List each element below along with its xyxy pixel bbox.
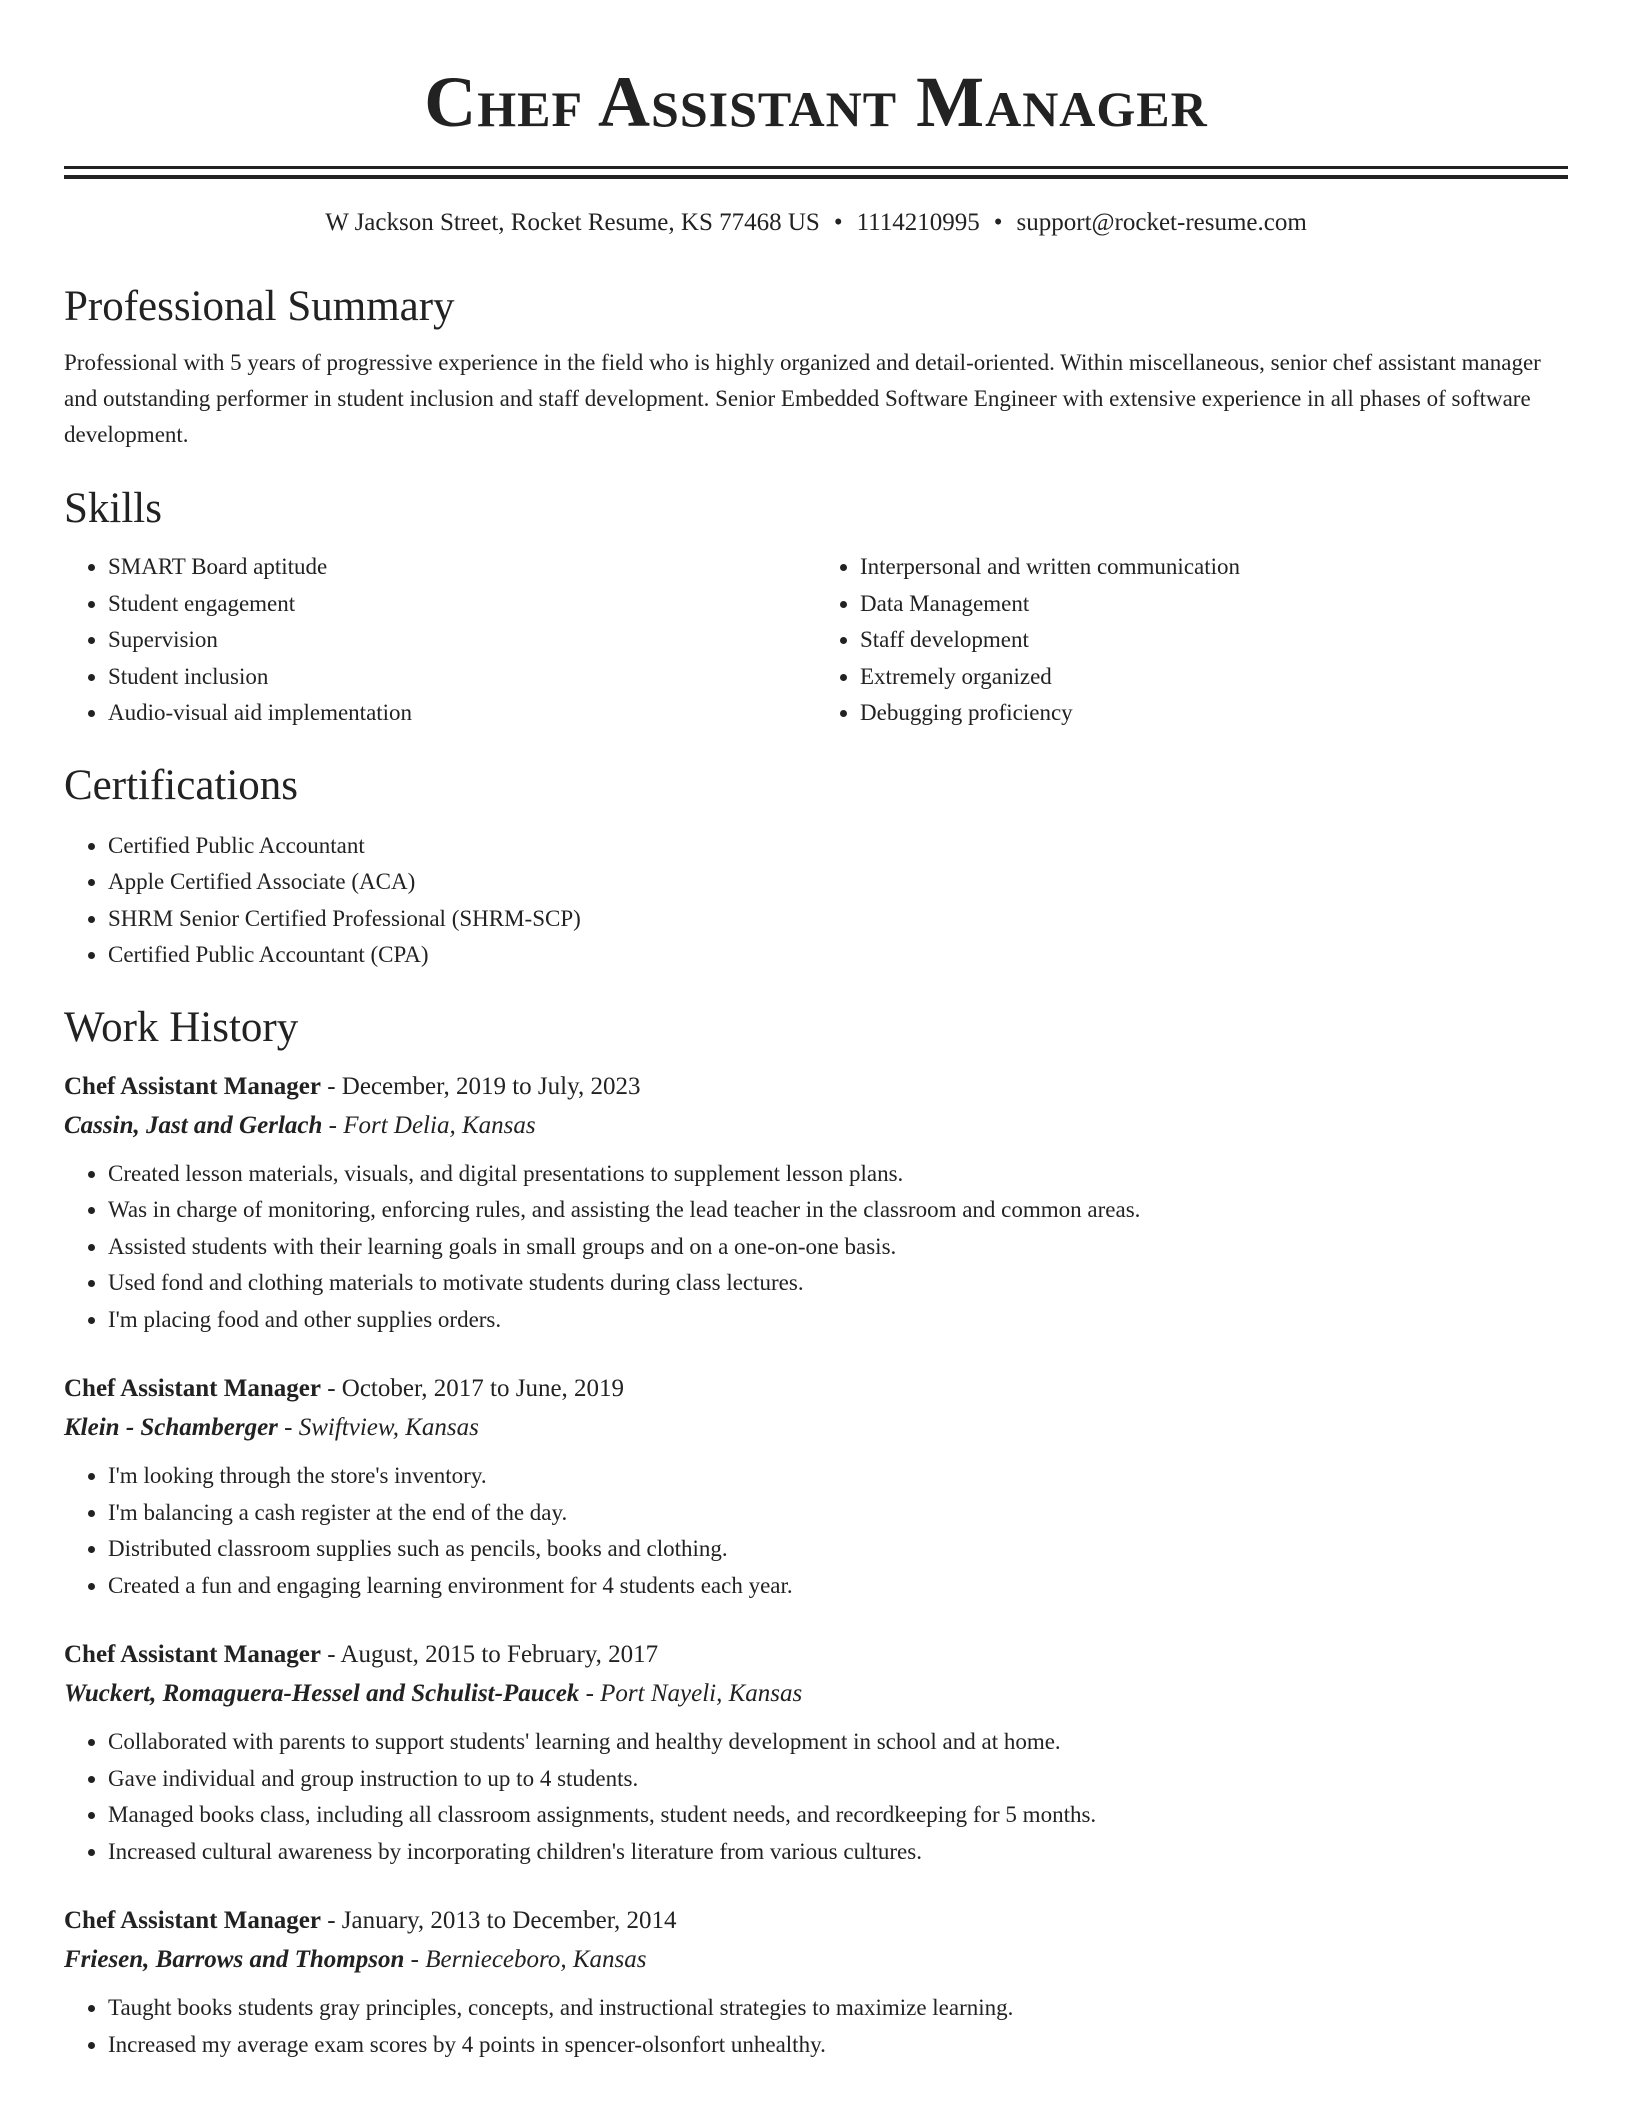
job-title-line bbox=[64, 1068, 1568, 1106]
job-bullet: • Assisted students with their learning goals in small groups and on a one-on-one basis. bbox=[108, 1229, 1568, 1266]
job-bullet: • Collaborated with parents to support students' learning and healthy development in school and at home. bbox=[108, 1724, 1568, 1761]
job-company-line bbox=[64, 1106, 1568, 1146]
section-heading-skills: Skills bbox=[64, 485, 162, 532]
skills-list-left bbox=[64, 549, 816, 732]
section-heading-certifications: Certifications bbox=[64, 761, 299, 809]
skill-item: • Student inclusion bbox=[108, 659, 816, 696]
job-location: - Bernieceboro, Kansas bbox=[404, 1946, 647, 1973]
skill-item: • Extremely organized bbox=[860, 659, 1568, 696]
job-bullet: • I'm placing food and other supplies orders. bbox=[108, 1302, 1568, 1339]
job-bullet: • Gave individual and group instruction to up to 4 students. bbox=[108, 1761, 1568, 1798]
job-title-line bbox=[64, 1370, 1568, 1408]
job-dates: - December, 2019 to July, 2023 bbox=[320, 1072, 641, 1100]
job-company: Friesen, Barrows and Thompson bbox=[64, 1946, 405, 1973]
job-company: Wuckert, Romaguera-Hessel and Schulist-Paucek bbox=[64, 1680, 580, 1707]
skill-item: • Debugging proficiency bbox=[860, 695, 1568, 732]
job-bullet: • I'm balancing a cash register at the end of the day. bbox=[108, 1495, 1568, 1532]
job-bullet: • Created lesson materials, visuals, and digital presentations to supplement lesson plans. bbox=[108, 1156, 1568, 1193]
title-rule-bottom bbox=[64, 175, 1568, 179]
job-company: Cassin, Jast and Gerlach bbox=[64, 1111, 323, 1139]
certification-item: • Certified Public Accountant bbox=[108, 828, 1568, 865]
certification-item: • Certified Public Accountant (CPA) bbox=[108, 937, 1568, 974]
section-heading-summary: Professional Summary bbox=[64, 283, 455, 330]
certification-item: • Apple Certified Associate (ACA) bbox=[108, 864, 1568, 901]
job-bullet: • Used fond and clothing materials to motivate students during class lectures. bbox=[108, 1265, 1568, 1302]
job-bullet: • Distributed classroom supplies such as pencils, books and clothing. bbox=[108, 1531, 1568, 1568]
job-title-line bbox=[64, 1902, 1568, 1940]
contact-phone: 1114210995 bbox=[856, 209, 980, 236]
job-dates: - January, 2013 to December, 2014 bbox=[320, 1907, 677, 1934]
job-title-line bbox=[64, 1636, 1568, 1674]
job-entry bbox=[64, 1636, 1568, 1870]
job-dates: - August, 2015 to February, 2017 bbox=[320, 1641, 659, 1668]
job-bullet: • Managed books class, including all classroom assignments, student needs, and recordkeeping for 5 months. bbox=[108, 1797, 1568, 1834]
contact-separator: • bbox=[993, 209, 1003, 236]
job-bullet: • Taught books students gray principles, concepts, and instructional strategies to maximize learning. bbox=[108, 1990, 1568, 2027]
skill-item: • SMART Board aptitude bbox=[108, 549, 816, 586]
skill-item: • Interpersonal and written communication bbox=[860, 549, 1568, 586]
job-company-line bbox=[64, 1674, 1568, 1714]
job-role: Chef Assistant Manager bbox=[64, 1072, 321, 1100]
job-bullets bbox=[64, 1990, 1568, 2063]
skill-item: • Supervision bbox=[108, 622, 816, 659]
certification-item: • SHRM Senior Certified Professional (SHRM-SCP) bbox=[108, 901, 1568, 938]
job-bullet: • I'm looking through the store's inventory. bbox=[108, 1458, 1568, 1495]
skill-item: • Student engagement bbox=[108, 586, 816, 623]
contact-separator: • bbox=[833, 209, 843, 236]
job-entry bbox=[64, 1902, 1568, 2063]
job-bullet: • Created a fun and engaging learning environment for 4 students each year. bbox=[108, 1568, 1568, 1605]
summary-text: Professional with 5 years of progressive experience in the field who is highly organized and detail-oriented. Within miscellaneous, senior chef assistant manager and outstanding performer in student inclusion and staff development. Senior Embedded Software Engineer with extensive experience in all phases of software development. bbox=[64, 350, 1541, 447]
job-location: - Port Nayeli, Kansas bbox=[579, 1680, 803, 1707]
skills-columns bbox=[64, 549, 1568, 732]
job-role: Chef Assistant Manager bbox=[64, 1907, 321, 1934]
resume-page bbox=[64, 0, 1568, 2063]
job-bullet: • Increased cultural awareness by incorporating children's literature from various cultures. bbox=[108, 1834, 1568, 1871]
job-dates: - October, 2017 to June, 2019 bbox=[320, 1375, 625, 1402]
job-company-line bbox=[64, 1408, 1568, 1448]
job-role: Chef Assistant Manager bbox=[64, 1375, 321, 1402]
job-bullets bbox=[64, 1458, 1568, 1604]
certifications-list bbox=[64, 828, 1568, 974]
skill-item: • Data Management bbox=[860, 586, 1568, 623]
job-entry bbox=[64, 1068, 1568, 1339]
job-location: - Swiftview, Kansas bbox=[277, 1414, 479, 1441]
job-bullets bbox=[64, 1156, 1568, 1339]
job-bullet: • Increased my average exam scores by 4 points in spencer-olsonfort unhealthy. bbox=[108, 2027, 1568, 2064]
job-entry bbox=[64, 1370, 1568, 1604]
contact-line bbox=[64, 207, 1568, 239]
skill-item: • Staff development bbox=[860, 622, 1568, 659]
skills-list-right bbox=[816, 549, 1568, 732]
job-bullets bbox=[64, 1724, 1568, 1870]
title-rule-top bbox=[64, 166, 1568, 169]
skill-item: • Audio-visual aid implementation bbox=[108, 695, 816, 732]
contact-address: W Jackson Street, Rocket Resume, KS 77468 US bbox=[325, 209, 820, 236]
contact-email[interactable]: support@rocket-resume.com bbox=[1016, 209, 1307, 236]
job-bullet: • Was in charge of monitoring, enforcing rules, and assisting the lead teacher in the classroom and common areas. bbox=[108, 1192, 1568, 1229]
job-role: Chef Assistant Manager bbox=[64, 1641, 321, 1668]
section-heading-work-history: Work History bbox=[64, 1003, 299, 1051]
job-company-line bbox=[64, 1940, 1568, 1980]
job-company: Klein - Schamberger bbox=[64, 1414, 278, 1441]
resume-title: Chef Assistant Manager bbox=[424, 62, 1208, 142]
job-location: - Fort Delia, Kansas bbox=[322, 1111, 536, 1139]
